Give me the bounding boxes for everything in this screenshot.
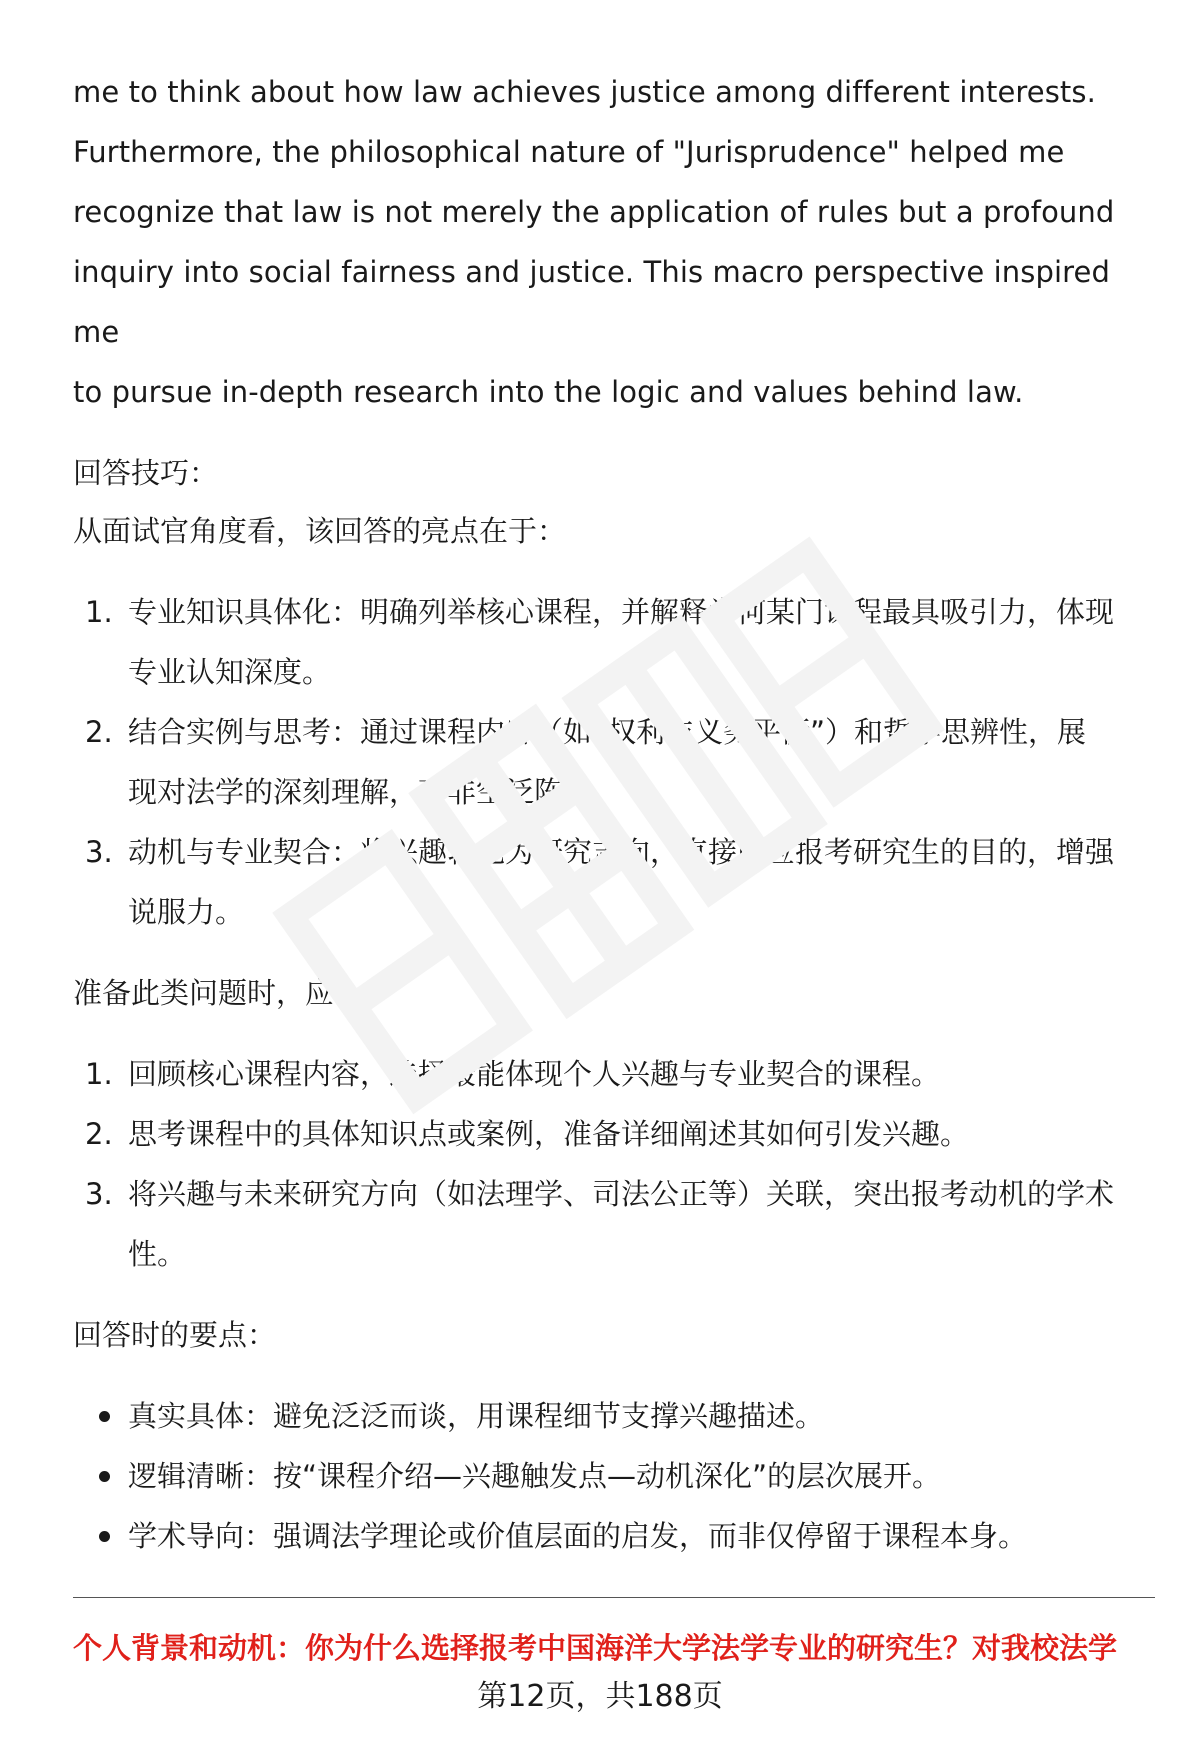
- english-line-5: to pursue in-depth research into the logic and values behind law.: [73, 375, 1024, 409]
- list-item: [73, 1044, 1153, 1104]
- list-item-line: 性。: [128, 1237, 187, 1271]
- list-number: 3.: [85, 1177, 113, 1211]
- list-item-line: 真实具体：避免泛泛而谈，用课程细节支撑兴趣描述。: [128, 1399, 825, 1433]
- spacer: [73, 560, 1153, 582]
- list-item-line: 逻辑清晰：按“课程介绍—兴趣触发点—动机深化”的层次展开。: [128, 1459, 942, 1493]
- prep-label: 准备此类问题时，应：: [73, 976, 364, 1010]
- list-item: [73, 822, 1153, 942]
- next-question-heading: 个人背景和动机：你为什么选择报考中国海洋大学法学专业的研究生？对我校法学: [73, 1631, 1118, 1665]
- list-number: 1.: [85, 1057, 113, 1091]
- list-item-line: 结合实例与思考：通过课程内容（如“权利与义务平衡”）和哲学思辨性，展: [128, 715, 1087, 749]
- spacer: [73, 1364, 1153, 1386]
- list-item-line: 回顾核心课程内容，选择最能体现个人兴趣与专业契合的课程。: [128, 1057, 941, 1091]
- list-item: [73, 1446, 1153, 1506]
- spacer: [73, 1284, 1153, 1306]
- list-item-line: 专业知识具体化：明确列举核心课程，并解释为何某门课程最具吸引力，体现: [128, 595, 1115, 629]
- list-item: [73, 1104, 1153, 1164]
- list-item-line: 动机与专业契合：将兴趣转化为研究志向，直接回应报考研究生的目的，增强: [128, 835, 1115, 869]
- prep-list: [73, 1044, 1153, 1284]
- key-points-list: [73, 1386, 1153, 1566]
- bullet-icon: [99, 1471, 110, 1482]
- english-line-3: recognize that law is not merely the application of rules but a profound: [73, 195, 1115, 229]
- english-line-1: me to think about how law achieves justice among different interests.: [73, 75, 1096, 109]
- list-item: [73, 1506, 1153, 1566]
- list-number: 2.: [85, 1117, 113, 1151]
- page-number: 第12页，共188页: [477, 1679, 723, 1714]
- bullet-icon: [99, 1531, 110, 1542]
- tips-intro: 从面试官角度看，该回答的亮点在于：: [73, 514, 567, 548]
- english-line-2: Furthermore, the philosophical nature of "Jurisprudence" helped me: [73, 135, 1065, 169]
- list-item: [73, 582, 1153, 702]
- spacer: [73, 942, 1153, 964]
- list-item: [73, 702, 1153, 822]
- list-number: 3.: [85, 835, 113, 869]
- list-number: 2.: [85, 715, 113, 749]
- list-item-line: 说服力。: [128, 895, 245, 929]
- list-item-line: 学术导向：强调法学理论或价值层面的启发，而非仅停留于课程本身。: [128, 1519, 1028, 1553]
- list-item-line: 现对法学的深刻理解，而非空泛陈述。: [128, 775, 622, 809]
- list-item: [73, 1164, 1153, 1284]
- highlights-list: [73, 582, 1153, 942]
- key-points-label: 回答时的要点：: [73, 1318, 277, 1352]
- list-number: 1.: [85, 595, 113, 629]
- english-line-4: inquiry into social fairness and justice. This macro perspective inspired me: [73, 255, 1110, 349]
- document-body: [73, 62, 1153, 1566]
- spacer: [73, 1022, 1153, 1044]
- list-item-line: 将兴趣与未来研究方向（如法理学、司法公正等）关联，突出报考动机的学术: [128, 1177, 1115, 1211]
- spacer: [73, 422, 1153, 444]
- tips-label: 回答技巧：: [73, 456, 219, 490]
- list-item: [73, 1386, 1153, 1446]
- bullet-icon: [99, 1411, 110, 1422]
- footer-divider: [73, 1597, 1155, 1598]
- list-item-line: 专业认知深度。: [128, 655, 332, 689]
- list-item-line: 思考课程中的具体知识点或案例，准备详细阐述其如何引发兴趣。: [128, 1117, 970, 1151]
